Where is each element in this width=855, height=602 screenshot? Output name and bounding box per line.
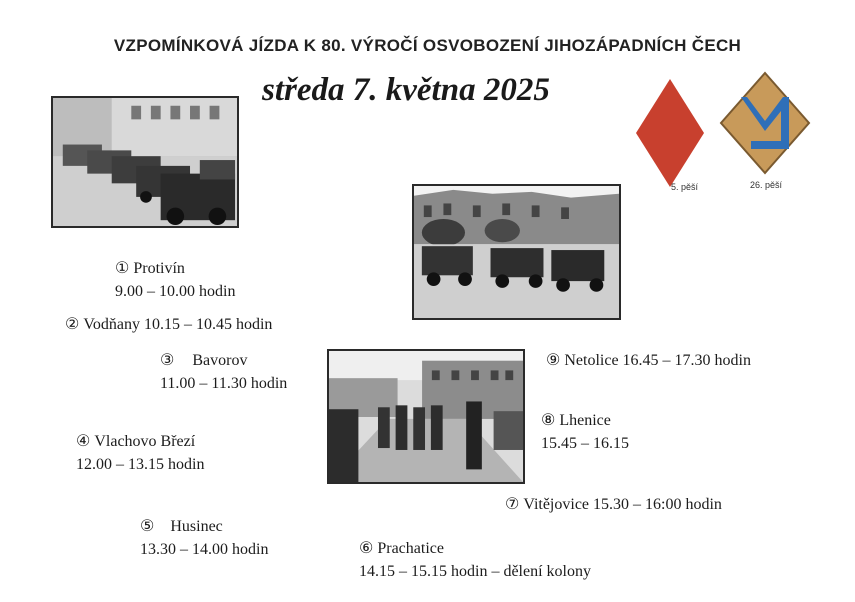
- stop-number: ②: [65, 316, 80, 333]
- stop-name: Vodňany: [83, 316, 140, 333]
- stop-name: Netolice: [564, 352, 619, 369]
- event-date: středa 7. května 2025: [262, 72, 550, 108]
- stop-number: ⑤: [140, 518, 155, 535]
- stop-time: 14.15 – 15.15 hodin – dělení kolony: [359, 563, 591, 580]
- badge-caption-26: 26. pěší: [750, 180, 783, 190]
- stop-time: 11.00 – 11.30 hodin: [160, 375, 288, 392]
- stop-vlachovo-brezi: [76, 430, 204, 476]
- stop-netolice: [546, 349, 751, 372]
- stop-number: ⑥: [359, 540, 374, 557]
- stop-name: Prachatice: [377, 540, 444, 557]
- yd-diamond-insignia-icon: [719, 71, 811, 175]
- stop-number: ①: [115, 260, 130, 277]
- stop-number: ⑦: [505, 496, 520, 513]
- stop-name: Husinec: [170, 518, 223, 535]
- jeeps-town-square-photo: [412, 184, 621, 320]
- badge-caption-5: 5. pěší: [671, 182, 699, 192]
- stop-time: 12.00 – 13.15 hodin: [76, 456, 205, 473]
- stop-vitejovice: [505, 493, 722, 516]
- stop-lhenice: [541, 409, 629, 455]
- stop-number: ⑨: [546, 352, 561, 369]
- stop-time: 16.45 – 17.30 hodin: [622, 352, 751, 369]
- stop-prachatice: [359, 537, 591, 583]
- stop-name: Bavorov: [192, 352, 248, 369]
- stop-number: ③: [160, 352, 175, 369]
- stop-protivin: [115, 257, 235, 303]
- stop-time: 13.30 – 14.00 hodin: [140, 541, 269, 558]
- soldiers-parade-photo: [327, 349, 525, 484]
- convoy-vehicles-photo: [51, 96, 239, 228]
- stop-name: Vitějovice: [523, 496, 590, 513]
- page-title: VZPOMÍNKOVÁ JÍZDA K 80. VÝROČÍ OSVOBOZENÍ JIHOZÁPADNÍCH ČECH: [113, 36, 742, 55]
- stop-name: Vlachovo Březí: [94, 433, 196, 450]
- stop-time: 15.30 – 16:00 hodin: [593, 496, 722, 513]
- stop-name: Protivín: [133, 260, 185, 277]
- stop-time: 9.00 – 10.00 hodin: [115, 283, 236, 300]
- stop-time: 15.45 – 16.15: [541, 435, 629, 452]
- stop-name: Lhenice: [559, 412, 611, 429]
- red-diamond-insignia-icon: [636, 79, 704, 187]
- stop-time: 10.15 – 10.45 hodin: [143, 316, 273, 333]
- stop-husinec: [140, 515, 268, 561]
- stop-bavorov: [160, 349, 287, 395]
- stop-number: ⑧: [541, 412, 556, 429]
- stop-vodnany: [65, 313, 272, 336]
- stop-number: ④: [76, 433, 91, 450]
